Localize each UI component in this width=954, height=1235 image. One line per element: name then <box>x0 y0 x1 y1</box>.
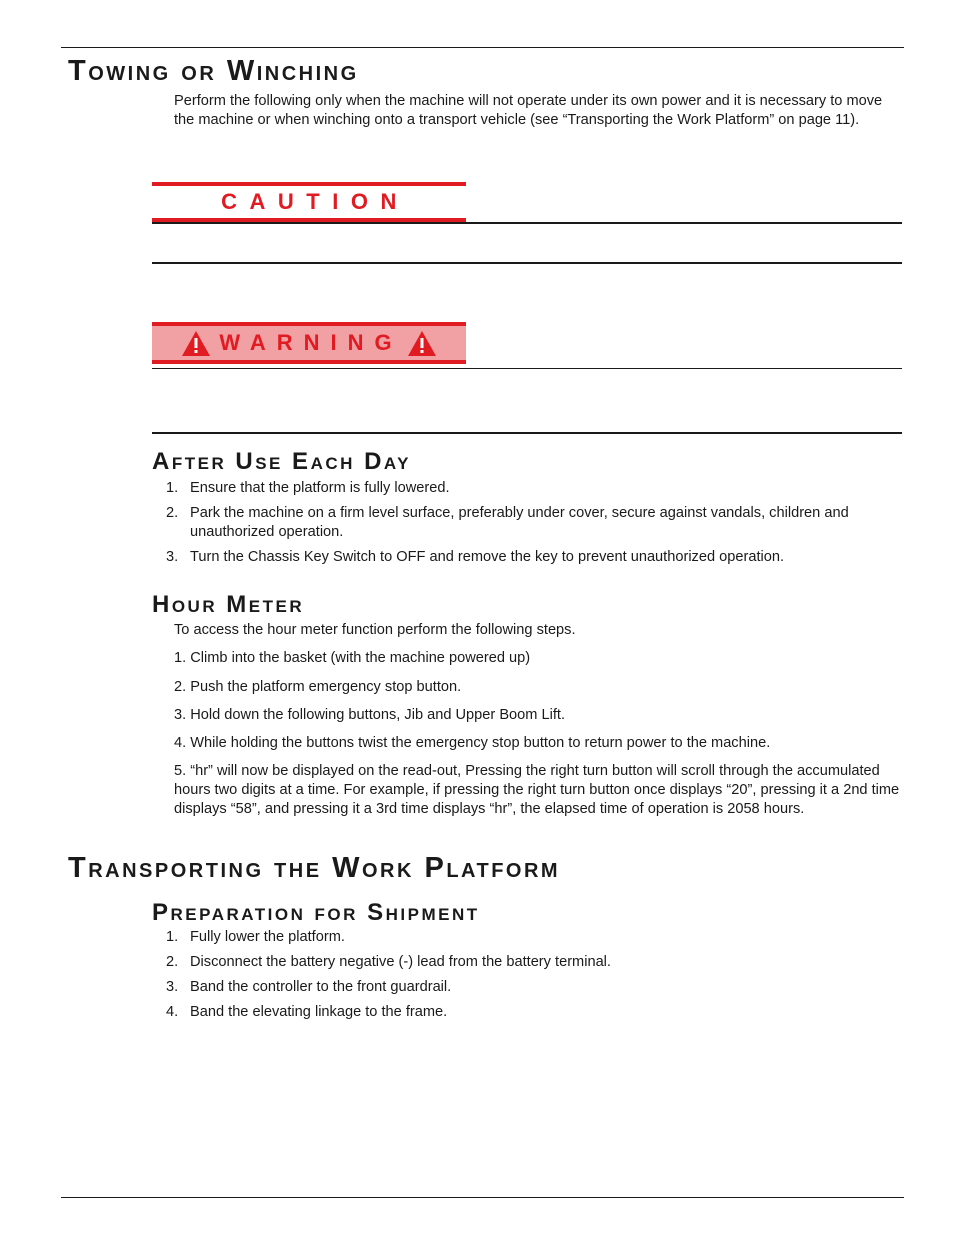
warning-triangle-icon <box>407 330 437 357</box>
warning-triangle-icon <box>181 330 211 357</box>
hour-meter-step: 2. Push the platform emergency stop button. <box>174 679 462 695</box>
list-item: 1. Fully lower the platform. <box>166 929 345 945</box>
hour-meter-intro: To access the hour meter function perform the following steps. <box>174 622 576 638</box>
warning-top-rule <box>152 368 902 369</box>
warning-label: WARNING <box>219 330 403 355</box>
hour-meter-step: 5. “hr” will now be displayed on the read-out, Pressing the right turn button will scroll through the accumulated hours two digits at a time. For example, if pressing the right turn button once displays “20”, pressing it a 2nd time displays “58”, and pressing it a 3rd time displays “hr”, the elapsed time of operation is 2058 hours. <box>174 763 900 817</box>
caution-bottom-rule <box>152 262 902 264</box>
towing-intro: Perform the following only when the machine will not operate under its own power and it is necessary to move the machine or when winching onto a transport vehicle (see “Transporting the Work Platform” on page 11). <box>174 93 883 128</box>
after-use-heading: After Use Each Day <box>152 448 411 475</box>
caution-label: CAUTION <box>221 189 409 214</box>
list-item: 1. Ensure that the platform is fully lowered. <box>166 480 450 496</box>
shipment-heading: Preparation for Shipment <box>152 899 480 926</box>
list-item: 2. Park the machine on a firm level surface, preferably under cover, secure against vandals, children and unauthorized operation. <box>166 505 849 540</box>
warning-bottom-rule <box>152 432 902 434</box>
list-item: 2. Disconnect the battery negative (-) lead from the battery terminal. <box>166 954 611 970</box>
after-use-list <box>166 479 902 573</box>
caution-box <box>152 182 466 222</box>
list-item: 3. Band the controller to the front guardrail. <box>166 979 452 995</box>
caution-top-rule <box>152 222 902 224</box>
hour-meter-step: 3. Hold down the following buttons, Jib and Upper Boom Lift. <box>174 707 566 723</box>
list-item: 4. Band the elevating linkage to the frame. <box>166 1004 448 1020</box>
towing-heading: Towing or Winching <box>68 55 359 87</box>
top-rule <box>61 47 904 48</box>
list-item: 3. Turn the Chassis Key Switch to OFF and remove the key to prevent unauthorized operation. <box>166 549 785 565</box>
hour-meter-heading: Hour Meter <box>152 591 305 618</box>
hour-meter-step: 4. While holding the buttons twist the emergency stop button to return power to the machine. <box>174 735 771 751</box>
shipment-list <box>166 928 902 1028</box>
bottom-rule <box>61 1197 904 1198</box>
transporting-heading: Transporting the Work Platform <box>68 852 561 884</box>
hour-meter-step: 1. Climb into the basket (with the machine powered up) <box>174 650 531 666</box>
warning-box <box>152 322 466 364</box>
